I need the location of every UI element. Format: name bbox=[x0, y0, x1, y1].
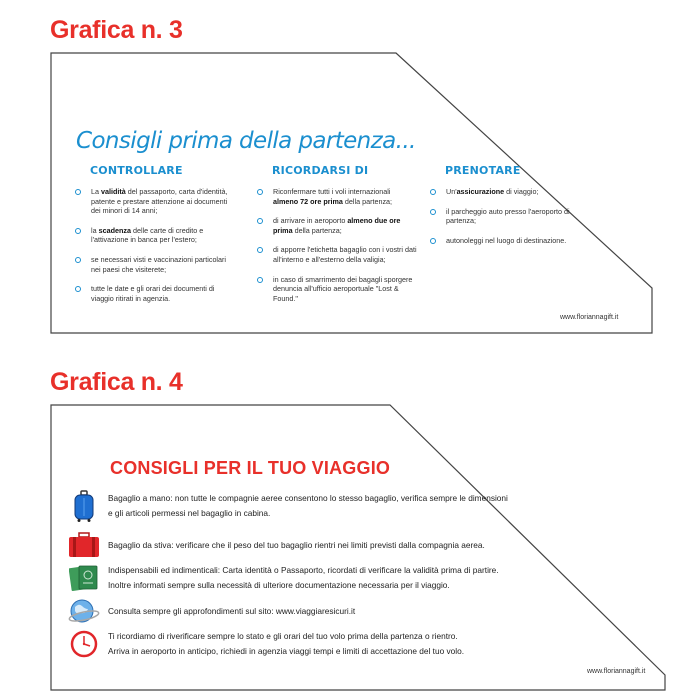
website-url: www.floriannagift.it bbox=[587, 668, 646, 675]
website-url: www.floriannagift.it bbox=[560, 314, 619, 321]
column-controllare bbox=[75, 164, 235, 313]
column-title: PRENOTARE bbox=[445, 164, 521, 177]
column-ricordarsi bbox=[257, 164, 417, 313]
list-item: se necessari visti e vaccinazioni particolari nei paesi che visiterete; bbox=[75, 255, 235, 274]
tip-row: Bagaglio a mano: non tutte le compagnie aeree consentono lo stesso bagaglio, verifica sempre le dimensioni e gli articoli permessi nel bagaglio in cabina. bbox=[68, 490, 528, 522]
list-item: Un'assicurazione di viaggio; bbox=[430, 187, 590, 197]
list-item: di arrivare in aeroporto almeno due ore prima della partenza; bbox=[257, 216, 417, 235]
clock-icon bbox=[68, 628, 100, 660]
tip-row: Bagaglio da stiva: verificare che il peso del tuo bagaglio rientri nei limiti previsti dalla compagnia aerea. bbox=[68, 529, 528, 561]
tip-row: Indispensabili ed indimenticali: Carta identità o Passaporto, ricordati di verificare la validità prima di partire. Inoltre informati sempre sulla necessità di ulteriore documentazione necessaria per il viaggio. bbox=[68, 562, 528, 594]
list-item: La validità del passaporto, carta d'identità, patente e prestare attenzione ai documenti dei minori di 14 anni; bbox=[75, 187, 235, 216]
graphic-3-heading: Grafica n. 3 bbox=[50, 16, 183, 44]
passport-icon bbox=[68, 562, 100, 594]
globe-icon bbox=[68, 595, 100, 627]
list-item: autonoleggi nel luogo di destinazione. bbox=[430, 236, 590, 246]
panel-4-title: CONSIGLI PER IL TUO VIAGGIO bbox=[110, 458, 391, 478]
list-item: tutte le date e gli orari dei documenti di viaggio ritirati in agenzia. bbox=[75, 284, 235, 303]
list-item: la scadenza delle carte di credito e l'attivazione in banca per l'estero; bbox=[75, 226, 235, 245]
luggage-hold-icon bbox=[68, 529, 100, 561]
list-item: in caso di smarrimento dei bagagli sporgere denuncia all'ufficio aeroportuale "Lost & Found." bbox=[257, 275, 417, 304]
column-title: RICORDARSI DI bbox=[272, 164, 369, 177]
panel-3-title: Consigli prima della partenza... bbox=[76, 128, 416, 154]
column-title: CONTROLLARE bbox=[90, 164, 183, 177]
tip-row: Ti ricordiamo di riverificare sempre lo stato e gli orari del tuo volo prima della partenza o rientro. Arriva in aeroporto in anticipo, richiedi in agenzia viaggi tempi e limiti di accettazione del tuo volo. bbox=[68, 628, 528, 660]
list-item: di apporre l'etichetta bagaglio con i vostri dati all'interno e all'esterno della valigia; bbox=[257, 245, 417, 264]
tip-row: Consulta sempre gli approfondimenti sul sito: www.viaggiaresicuri.it bbox=[68, 595, 528, 627]
list-item: Riconfermare tutti i voli internazionali almeno 72 ore prima della partenza; bbox=[257, 187, 417, 206]
column-prenotare bbox=[430, 164, 590, 255]
suitcase-icon bbox=[68, 490, 100, 522]
list-item: il parcheggio auto presso l'aeroporto di partenza; bbox=[430, 207, 590, 226]
graphic-4-heading: Grafica n. 4 bbox=[50, 368, 183, 396]
